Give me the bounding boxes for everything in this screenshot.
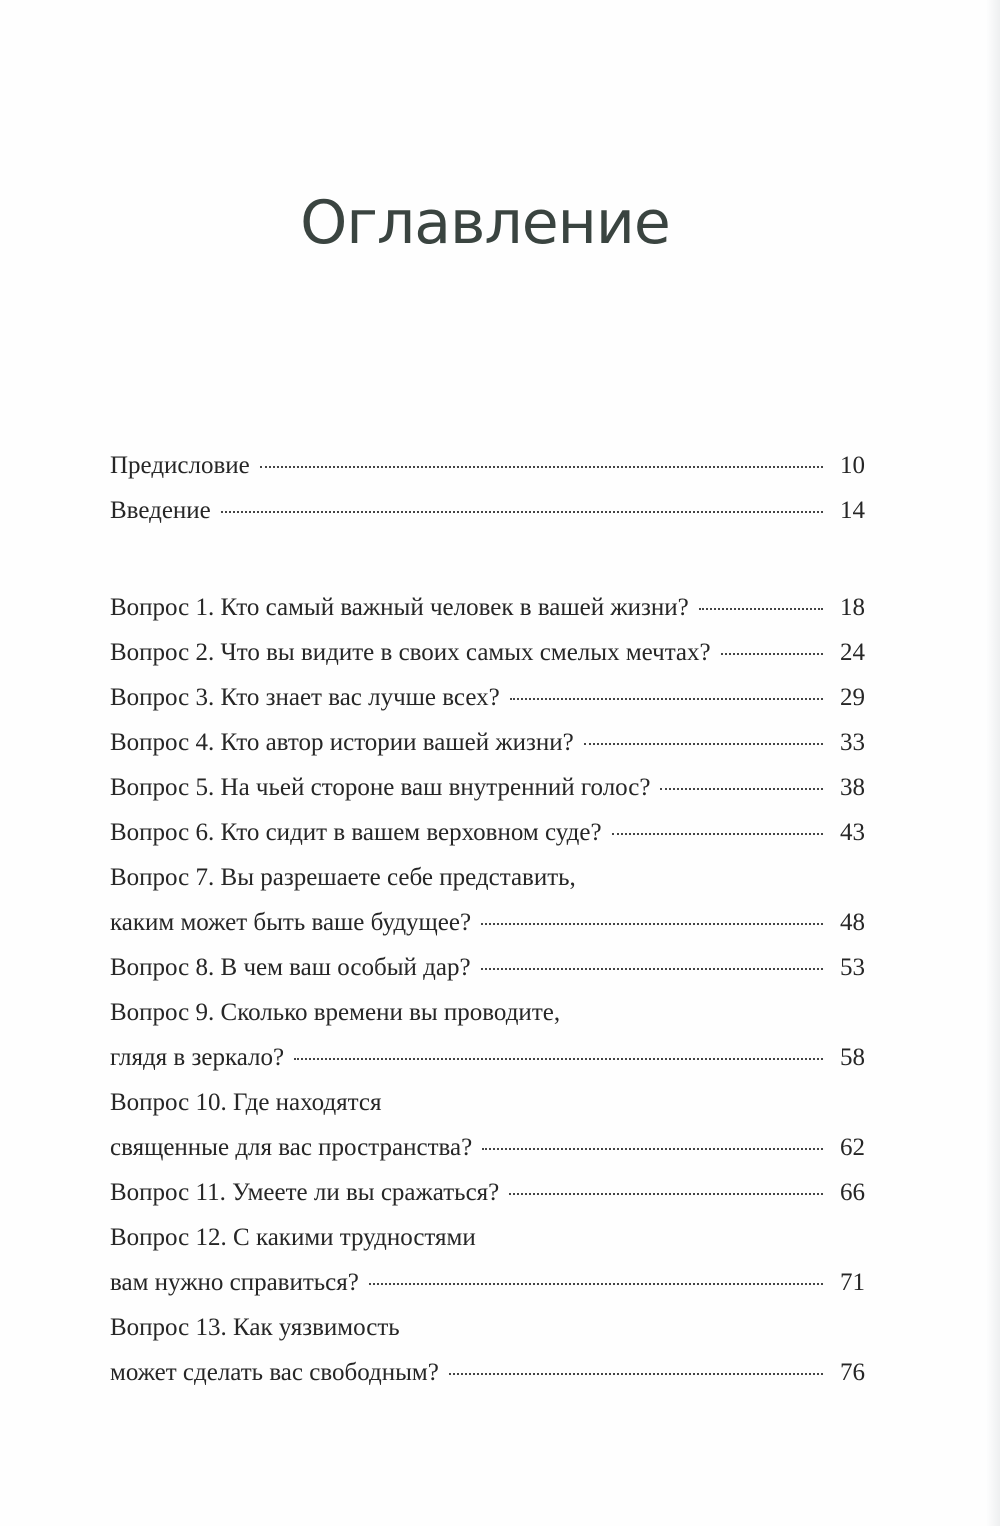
toc-page-number: 24	[840, 639, 865, 666]
toc-entry-title-first-line: Вопрос 10. Где находятся	[110, 1089, 382, 1116]
toc-page-number: 66	[840, 1179, 865, 1206]
page-edge-shadow	[986, 0, 1000, 1526]
toc-entry-title: Введение	[110, 497, 211, 524]
toc-entry-title: Предисловие	[110, 452, 250, 479]
toc-entry-title: может сделать вас свободным?	[110, 1359, 439, 1386]
toc-page-number: 53	[840, 954, 865, 981]
toc-entry-title-first-line: Вопрос 12. С какими трудностями	[110, 1224, 476, 1251]
dot-leader	[482, 1148, 823, 1150]
toc-entry-question-7[interactable]	[110, 900, 865, 945]
page-title: Оглавление	[300, 188, 670, 258]
toc-entry-question-7-line1[interactable]	[110, 855, 865, 900]
toc-entry-title: Вопрос 11. Умеете ли вы сражаться?	[110, 1179, 500, 1206]
toc-entry-question-3[interactable]	[110, 675, 865, 720]
toc-page-number: 48	[840, 909, 865, 936]
dot-leader	[584, 743, 823, 745]
toc-entry-question-13[interactable]	[110, 1350, 865, 1395]
toc-entry-question-2[interactable]	[110, 630, 865, 675]
toc-entry-title: каким может быть ваше будущее?	[110, 909, 472, 936]
toc-page-number: 71	[840, 1269, 865, 1296]
toc-entry-question-9[interactable]	[110, 1035, 865, 1080]
toc-entry-title-first-line: Вопрос 9. Сколько времени вы проводите,	[110, 999, 561, 1026]
toc-entry-question-4[interactable]	[110, 720, 865, 765]
toc-entry-title: Вопрос 2. Что вы видите в своих самых смелых мечтах?	[110, 639, 711, 666]
dot-leader	[260, 466, 823, 468]
toc-entry-introduction[interactable]	[110, 488, 865, 533]
dot-leader	[721, 653, 823, 655]
toc-entry-preface[interactable]	[110, 443, 865, 488]
toc-entry-question-12[interactable]	[110, 1260, 865, 1305]
toc-entry-question-13-line1[interactable]	[110, 1305, 865, 1350]
toc-entry-question-6[interactable]	[110, 810, 865, 855]
dot-leader	[294, 1058, 823, 1060]
toc-entry-question-10[interactable]	[110, 1125, 865, 1170]
dot-leader	[612, 833, 823, 835]
toc-page-number: 29	[840, 684, 865, 711]
toc-page-number: 10	[840, 452, 865, 479]
toc-entry-question-11[interactable]	[110, 1170, 865, 1215]
toc-entry-title: Вопрос 8. В чем ваш особый дар?	[110, 954, 471, 981]
dot-leader	[510, 698, 823, 700]
toc-entry-question-10-line1[interactable]	[110, 1080, 865, 1125]
toc-entry-title: Вопрос 6. Кто сидит в вашем верховном суде?	[110, 819, 602, 846]
dot-leader	[369, 1283, 823, 1285]
dot-leader	[481, 968, 823, 970]
toc-entry-title: священные для вас пространства?	[110, 1134, 473, 1161]
toc-entry-question-12-line1[interactable]	[110, 1215, 865, 1260]
dot-leader	[481, 923, 823, 925]
toc-entry-title: Вопрос 4. Кто автор истории вашей жизни?	[110, 729, 574, 756]
toc-page-number: 38	[840, 774, 865, 801]
dot-leader	[699, 608, 823, 610]
toc-entry-question-5[interactable]	[110, 765, 865, 810]
toc-entry-title-first-line: Вопрос 7. Вы разрешаете себе представить,	[110, 864, 576, 891]
toc-page-number: 62	[840, 1134, 865, 1161]
dot-leader	[449, 1373, 823, 1375]
toc-entry-title: Вопрос 1. Кто самый важный человек в вашей жизни?	[110, 594, 689, 621]
toc-entry-question-1[interactable]	[110, 585, 865, 630]
toc-entry-question-8[interactable]	[110, 945, 865, 990]
dot-leader	[509, 1193, 823, 1195]
toc-entry-title: вам нужно справиться?	[110, 1269, 359, 1296]
dot-leader	[221, 511, 823, 513]
toc-page-number: 14	[840, 497, 865, 524]
toc-page-number: 58	[840, 1044, 865, 1071]
toc-page-number: 43	[840, 819, 865, 846]
toc-page-number: 33	[840, 729, 865, 756]
toc-entry-title: глядя в зеркало?	[110, 1044, 285, 1071]
toc-entry-title: Вопрос 5. На чьей стороне ваш внутренний голос?	[110, 774, 651, 801]
toc-entry-title-first-line: Вопрос 13. Как уязвимость	[110, 1314, 400, 1341]
toc-page-number: 76	[840, 1359, 865, 1386]
toc-entry-question-9-line1[interactable]	[110, 990, 865, 1035]
toc-page-number: 18	[840, 594, 865, 621]
toc-entry-title: Вопрос 3. Кто знает вас лучше всех?	[110, 684, 500, 711]
dot-leader	[660, 788, 823, 790]
